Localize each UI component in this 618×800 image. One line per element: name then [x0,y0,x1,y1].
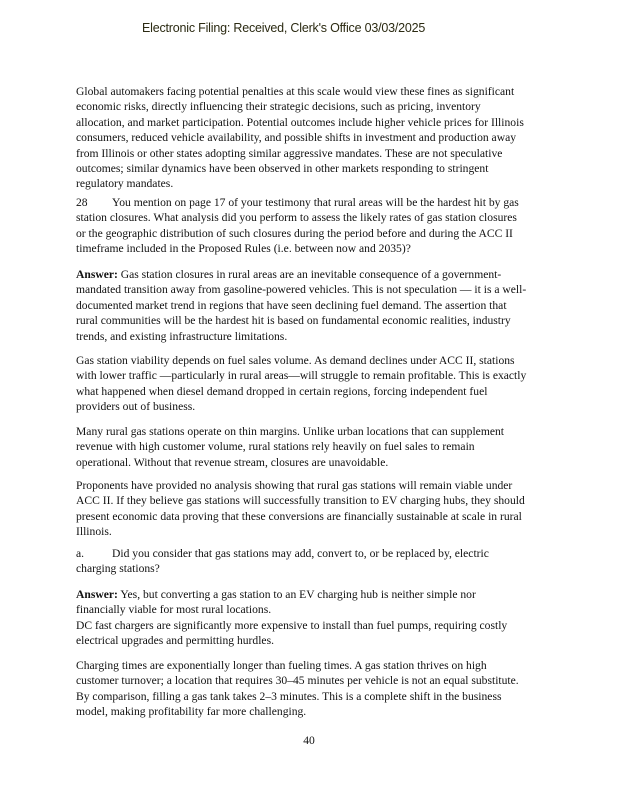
paragraph-proponents [76,478,556,540]
text-line: Illinois. [76,525,112,539]
text-line: Gas station viability depends on fuel sales volume. As demand declines under ACC II, stations [76,354,515,367]
text-line: allocation, and market participation. Potential outcomes include higher vehicle prices for Illinois [76,115,524,129]
question-number: 28 [76,196,88,209]
text-line: Did you consider that gas stations may add, convert to, or be replaced by, electric [112,547,489,560]
text-line: regulatory mandates. [76,177,174,191]
text-line: from Illinois or other states adopting similar aggressive mandates. These are not speculative [76,146,503,160]
answer-a [76,587,556,649]
text-line: Proponents have provided no analysis showing that rural gas stations will remain viable under [76,479,513,492]
text-line: You mention on page 17 of your testimony that rural areas will be the hardest hit by gas [112,196,519,209]
text-line: ACC II. If they believe gas stations will successfully transition to EV charging hubs, they should [76,494,525,508]
question-28 [76,195,556,257]
text-line: what happened when diesel demand dropped in certain regions, forcing independent fuel [76,384,488,398]
text-line: station closures. What analysis did you perform to assess the likely rates of gas station closures [76,211,517,225]
filing-stamp-header: Electronic Filing: Received, Clerk's Office 03/03/2025 [142,21,426,35]
paragraph-viability [76,353,556,415]
text-line: Charging times are exponentially longer than fueling times. A gas station thrives on high [76,659,487,672]
text-line: outcomes; similar dynamics have been observed in other markets responding to stringent [76,162,489,176]
paragraph-margins [76,424,556,470]
text-line: trends, and existing infrastructure limitations. [76,329,288,343]
text-line: revenue with high customer volume, rural stations rely heavily on fuel sales to remain [76,440,475,454]
text-line: consumers, reduced vehicle availability, and possible shifts in investment and production away [76,131,517,145]
text-line: providers out of business. [76,400,196,414]
text-line: By comparison, filling a gas tank takes 2–3 minutes. This is a complete shift in the business [76,689,502,703]
text-line: rural communities will be the hardest hit is based on fundamental economic realities, industry [76,314,511,328]
text-line: operational. Without that revenue stream, closures are unavoidable. [76,455,389,469]
answer-28 [76,267,556,344]
text-line: or the geographic distribution of such closures during the period before and during the ACC II [76,226,513,240]
paragraph-automakers [76,84,556,192]
text-line: electrical upgrades and permitting hurdles. [76,634,274,648]
text-line: documented market trend in regions that have seen declining fuel demand. The assertion that [76,298,507,312]
text-line: Yes, but converting a gas station to an EV charging hub is neither simple nor [117,588,476,601]
text-line: mandated transition away from gasoline-powered vehicles. This is not speculation — it is a well- [76,283,527,297]
text-line: model, making profitability far more challenging. [76,705,307,719]
text-line: present economic data proving that these conversions are financially sustainable at scale in rural [76,509,522,523]
answer-label: Answer: [76,268,118,281]
text-line: economic risks, directly influencing their strategic decisions, such as pricing, inventory [76,100,481,114]
text-line: financially viable for most rural locations. [76,603,272,617]
answer-label: Answer: [76,588,118,601]
text-line: Global automakers facing potential penalties at this scale would view these fines as significant [76,85,515,98]
text-line: timeframe included in the Proposed Rules (i.e. between now and 2035)? [76,242,411,256]
text-line: with lower traffic —particularly in rural areas—will struggle to remain profitable. This is exactly [76,369,527,383]
page-number: 40 [303,734,315,747]
question-number: a. [76,547,85,560]
text-line: Many rural gas stations operate on thin margins. Unlike urban locations that can supplement [76,425,505,438]
paragraph-charging-times [76,658,556,720]
text-line: customer turnover; a location that requires 30–45 minutes per vehicle is not an equal substitute. [76,674,519,688]
question-a [76,546,556,577]
text-line: DC fast chargers are significantly more expensive to install than fuel pumps, requiring costly [76,618,508,632]
text-line: charging stations? [76,562,160,576]
text-line: Gas station closures in rural areas are an inevitable consequence of a government- [117,268,502,281]
